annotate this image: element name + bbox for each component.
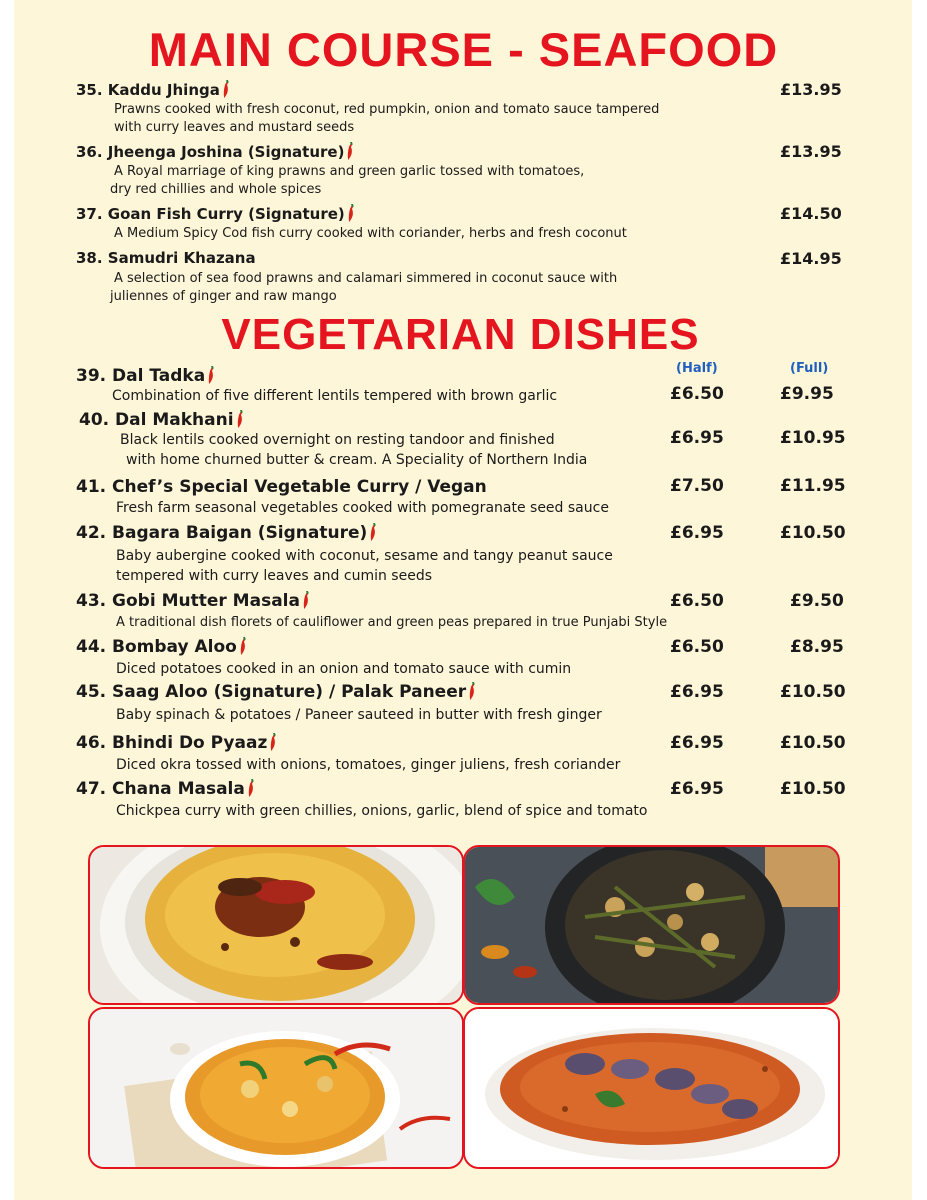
menu-item-name: 38. Samudri Khazana — [76, 249, 256, 267]
item-description: A selection of sea food prawns and calamari simmered in coconut sauce with — [114, 271, 618, 286]
chili-icon — [301, 591, 311, 610]
chili-icon — [238, 637, 248, 656]
item-description: Baby spinach & potatoes / Paneer sauteed in butter with fresh ginger — [116, 707, 602, 723]
item-description: Prawns cooked with fresh coconut, red pumpkin, onion and tomato sauce tampered — [114, 102, 660, 117]
chili-icon — [246, 779, 256, 798]
menu-item-name: 46. Bhindi Do Pyaaz — [76, 733, 278, 753]
item-description: Black lentils cooked overnight on resting tandoor and finished — [120, 432, 555, 448]
full-column-label: (Full) — [790, 361, 829, 376]
item-description: Chickpea curry with green chillies, onions, garlic, blend of spice and tomato — [116, 803, 648, 819]
full-price: £9.50 — [790, 591, 844, 611]
full-price: £11.95 — [780, 476, 846, 496]
item-description: juliennes of ginger and raw mango — [110, 289, 337, 304]
half-price: £6.95 — [670, 428, 724, 448]
menu-item-name: 43. Gobi Mutter Masala — [76, 591, 311, 611]
full-price: £10.95 — [780, 428, 846, 448]
item-price: £14.95 — [780, 249, 842, 268]
half-price: £6.95 — [670, 523, 724, 543]
item-description: A Royal marriage of king prawns and green garlic tossed with tomatoes, — [114, 164, 585, 179]
menu-item-name: 41. Chef’s Special Vegetable Curry / Vegan — [76, 477, 487, 497]
full-price: £9.95 — [780, 384, 834, 404]
half-price: £6.50 — [670, 384, 724, 404]
menu-item-name: 35. Kaddu Jhinga — [76, 80, 231, 99]
full-price: £10.50 — [780, 523, 846, 543]
chili-icon — [345, 142, 355, 161]
menu-item-name: 44. Bombay Aloo — [76, 637, 248, 657]
half-price: £6.95 — [670, 733, 724, 753]
menu-item-name: 36. Jheenga Joshina (Signature) — [76, 142, 355, 161]
item-price: £13.95 — [780, 142, 842, 161]
seafood-heading: MAIN COURSE - SEAFOOD — [148, 23, 779, 76]
item-description: with home churned butter & cream. A Speciality of Northern India — [126, 452, 588, 468]
full-price: £10.50 — [780, 779, 846, 799]
item-description: tempered with curry leaves and cumin seeds — [116, 568, 432, 584]
item-description: A Medium Spicy Cod fish curry cooked with coriander, herbs and fresh coconut — [114, 226, 627, 241]
full-price: £8.95 — [790, 637, 844, 657]
chili-icon — [221, 80, 231, 99]
bhindi-do-pyaaz-photo — [463, 845, 840, 1005]
item-price: £14.50 — [780, 204, 842, 223]
menu-item-name: 45. Saag Aloo (Signature) / Palak Paneer — [76, 682, 477, 702]
half-price: £6.50 — [670, 637, 724, 657]
item-price: £13.95 — [780, 80, 842, 99]
item-description: Diced okra tossed with onions, tomatoes, ginger juliens, fresh coriander — [116, 757, 621, 773]
menu-item-name: 42. Bagara Baigan (Signature) — [76, 523, 378, 543]
item-description: dry red chillies and whole spices — [110, 182, 322, 197]
chili-icon — [368, 523, 378, 542]
full-price: £10.50 — [780, 682, 846, 702]
menu-item-name: 47. Chana Masala — [76, 779, 256, 799]
chili-icon — [206, 366, 216, 385]
menu-item-name: 37. Goan Fish Curry (Signature) — [76, 204, 356, 223]
half-price: £6.95 — [670, 779, 724, 799]
item-description: with curry leaves and mustard seeds — [114, 120, 355, 135]
item-description: Baby aubergine cooked with coconut, sesame and tangy peanut sauce — [116, 548, 613, 564]
item-description: A traditional dish florets of cauliflower and green peas prepared in true Punjabi Style — [116, 615, 668, 630]
chili-icon — [346, 204, 356, 223]
menu-item-name: 39. Dal Tadka — [76, 366, 216, 386]
menu-item-name: 40. Dal Makhani — [79, 410, 245, 430]
vegetarian-heading: VEGETARIAN DISHES — [221, 310, 700, 359]
dal-tadka-photo — [88, 845, 464, 1005]
vegetable-curry-photo — [88, 1007, 464, 1169]
half-price: £7.50 — [670, 476, 724, 496]
full-price: £10.50 — [780, 733, 846, 753]
half-column-label: (Half) — [676, 361, 718, 376]
half-price: £6.50 — [670, 591, 724, 611]
item-description: Combination of five different lentils tempered with brown garlic — [112, 388, 558, 404]
bagara-baigan-photo — [463, 1007, 840, 1169]
chili-icon — [235, 410, 245, 429]
chili-icon — [268, 733, 278, 752]
chili-icon — [467, 682, 477, 701]
item-description: Diced potatoes cooked in an onion and tomato sauce with cumin — [116, 661, 572, 677]
item-description: Fresh farm seasonal vegetables cooked with pomegranate seed sauce — [116, 500, 609, 516]
half-price: £6.95 — [670, 682, 724, 702]
